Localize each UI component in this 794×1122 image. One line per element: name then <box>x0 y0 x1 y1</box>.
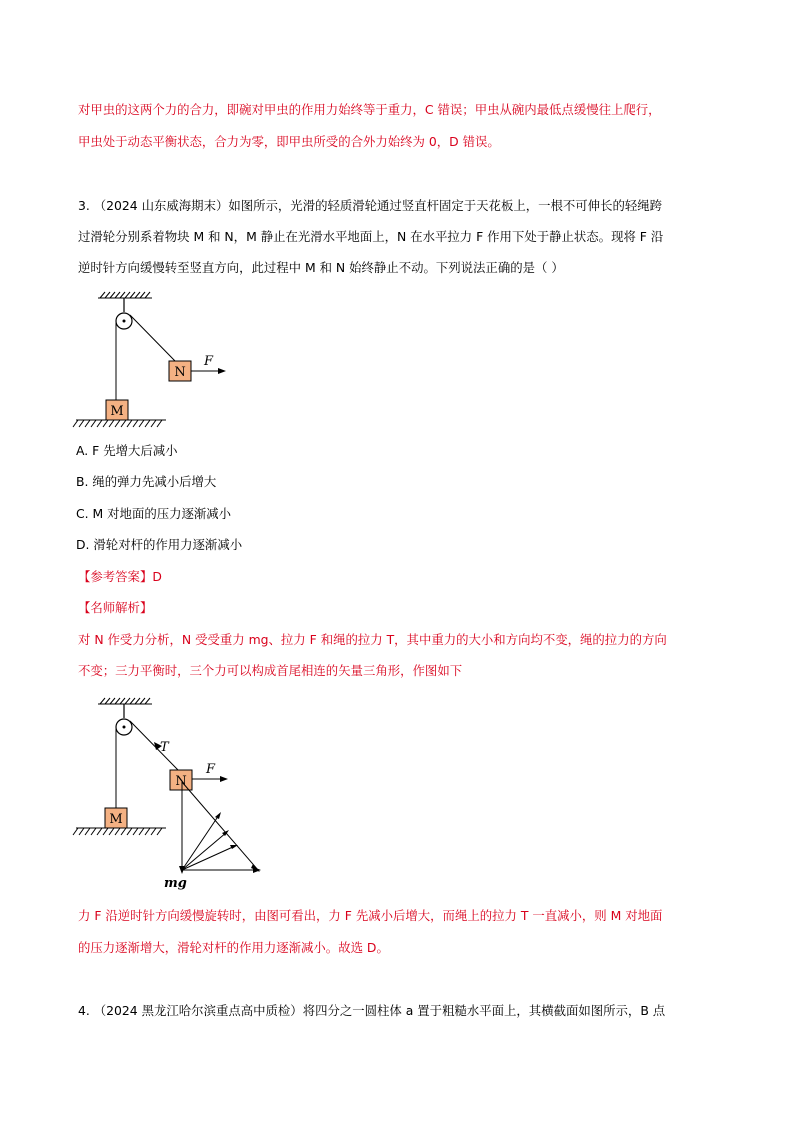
q3-stem-line-1: 3. （2024 山东威海期末）如图所示，光滑的轻质滑轮通过竖直杆固定于天花板上，一根不可伸长的轻绳跨 <box>78 198 663 213</box>
force-f-label: F <box>206 762 216 777</box>
conclusion-line-2: 的压力逐渐增大，滑轮对杆的作用力逐渐减小。故选 D。 <box>78 940 389 955</box>
ground <box>73 828 166 835</box>
block-m-label: M <box>109 812 123 827</box>
q3-figure <box>70 288 240 433</box>
analysis-line-1: 对 N 作受力分析，N 受受重力 mg、拉力 F 和绳的拉力 T，其中重力的大小和方向均不变，绳的拉力的方向 <box>78 632 667 647</box>
conclusion-line-1: 力 F 沿逆时针方向缓慢旋转时，由图可看出，力 F 先减小后增大，而绳上的拉力 T 一直减小，则 M 对地面 <box>78 908 663 923</box>
q3-stem-line-2: 过滑轮分别系着物块 M 和 N，M 静止在光滑水平地面上，N 在水平拉力 F 作用下处于静止状态。现将 F 沿 <box>78 229 664 244</box>
gravity-label: mg <box>164 876 187 891</box>
option-a: A. F 先增大后减小 <box>76 443 178 458</box>
tension-label: T <box>160 740 169 755</box>
rope-slanted <box>130 315 176 362</box>
ground <box>73 420 166 427</box>
option-c: C. M 对地面的压力逐渐减小 <box>76 506 232 521</box>
prev-answer-line-1: 对甲虫的这两个力的合力，即碗对甲虫的作用力始终等于重力，C 错误；甲虫从碗内最低点缓慢往上爬行， <box>78 102 661 117</box>
analysis-figure <box>70 694 270 894</box>
block-m-label: M <box>110 404 124 419</box>
block-n-label: N <box>174 365 186 380</box>
q3-stem-line-3: 逆时针方向缓慢转至竖直方向，此过程中 M 和 N 始终静止不动。下列说法正确的是（ ） <box>78 260 564 275</box>
analysis-line-2: 不变；三力平衡时，三个力可以构成首尾相连的矢量三角形，作图如下 <box>78 663 463 678</box>
ceiling <box>98 292 152 298</box>
analysis-title: 【名师解析】 <box>78 600 153 615</box>
option-b: B. 绳的弹力先减小后增大 <box>76 474 217 489</box>
rope-slanted <box>130 721 178 770</box>
vector-triangle <box>182 782 258 870</box>
reference-answer: 【参考答案】D <box>78 569 162 584</box>
prev-answer-line-2: 甲虫处于动态平衡状态，合力为零，即甲虫所受的合外力始终为 0，D 错误。 <box>78 134 500 149</box>
option-d: D. 滑轮对杆的作用力逐渐减小 <box>76 537 243 552</box>
block-n-label: N <box>175 774 187 789</box>
ceiling <box>98 698 152 704</box>
q4-stem-line-1: 4. （2024 黑龙江哈尔滨重点高中质检）将四分之一圆柱体 a 置于粗糙水平面上，其横截面如图所示，B 点 <box>78 1003 666 1018</box>
force-f-label: F <box>204 354 214 369</box>
